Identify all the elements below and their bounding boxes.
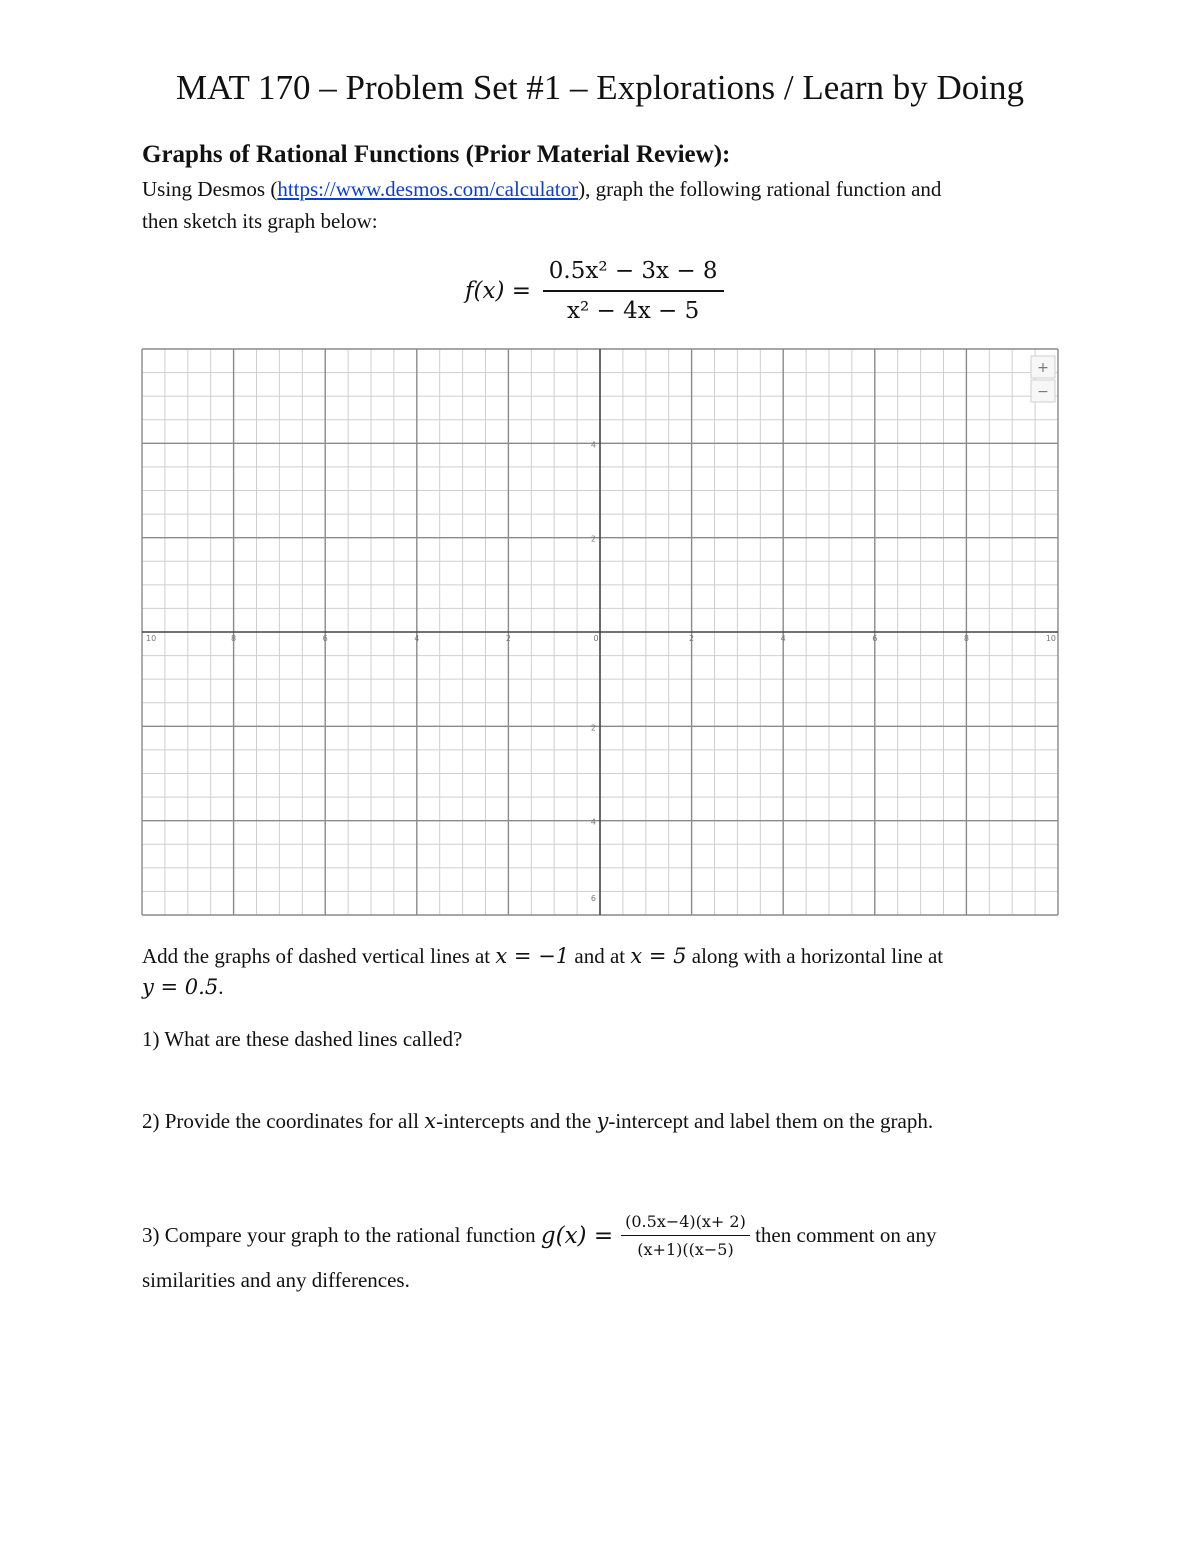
formula-g-numerator: (0.5x−4)(x+ 2) xyxy=(621,1212,750,1236)
add-lines-instruction-line-2 xyxy=(142,975,223,1000)
section-heading: Graphs of Rational Functions (Prior Material Review): xyxy=(142,141,731,168)
formula-f-lhs: f(x) = xyxy=(465,278,532,304)
y-tick-label: 2 xyxy=(590,534,596,544)
intro-text-after-link: ), graph the following rational function and xyxy=(578,177,942,201)
formula-f-numerator: 0.5x² − 3x − 8 xyxy=(543,258,724,292)
blank-graph-grid xyxy=(140,347,1062,919)
x-tick-label: 8 xyxy=(231,634,237,643)
question-2-text-c: -intercept and label them on the graph. xyxy=(608,1109,934,1133)
eq-y-0-5: y = 0.5 xyxy=(142,975,219,999)
x-tick-label: 10 xyxy=(146,634,157,643)
zoom-out-icon: − xyxy=(1037,384,1049,400)
y-tick-label: 4 xyxy=(590,817,596,827)
question-3-text-a: 3) Compare your graph to the rational function xyxy=(142,1223,541,1247)
intro-text-before-link: Using Desmos ( xyxy=(142,177,278,201)
formula-g-denominator: (x+1)((x−5) xyxy=(637,1240,734,1259)
add-lines-text-a: Add the graphs of dashed vertical lines at xyxy=(142,944,496,968)
formula-g-lhs: g(x) = xyxy=(540,1222,614,1249)
question-3-line-2: similarities and any differences. xyxy=(142,1268,410,1292)
intro-line-1 xyxy=(142,177,941,202)
add-lines-text-c: along with a horizontal line at xyxy=(686,944,944,968)
x-tick-label: 6 xyxy=(322,634,328,643)
question-2-text-b: -intercepts and the xyxy=(436,1109,597,1133)
zoom-in-button[interactable] xyxy=(1031,356,1055,378)
x-tick-label: 4 xyxy=(780,634,786,643)
page-title: MAT 170 – Problem Set #1 – Explorations / Learn by Doing xyxy=(175,68,1025,107)
formula-f-fraction xyxy=(543,258,724,324)
formula-f xyxy=(465,258,724,324)
y-tick-label: 4 xyxy=(590,440,596,450)
question-2-y: y xyxy=(596,1109,609,1133)
eq-x-minus-1: x = −1 xyxy=(495,944,570,968)
y-tick-label: 2 xyxy=(590,723,596,733)
question-2-x: x xyxy=(424,1109,437,1133)
formula-f-denominator: x² − 4x − 5 xyxy=(567,298,700,324)
question-2 xyxy=(142,1109,933,1134)
add-lines-instruction-line-1 xyxy=(142,944,943,969)
eq-x-5: x = 5 xyxy=(630,944,687,968)
x-tick-label: 4 xyxy=(414,634,420,643)
question-1: 1) What are these dashed lines called? xyxy=(142,1027,463,1051)
intro-line-2: then sketch its graph below: xyxy=(142,209,378,233)
y-tick-label: 6 xyxy=(590,894,596,903)
question-2-text-a: 2) Provide the coordinates for all xyxy=(142,1109,425,1133)
tick-labels xyxy=(146,440,1056,903)
desmos-link[interactable]: https://www.desmos.com/calculator xyxy=(277,177,579,201)
add-lines-text-b: and at xyxy=(569,944,631,968)
question-3 xyxy=(142,1212,936,1259)
x-tick-label: 10 xyxy=(1045,634,1056,643)
zoom-in-icon: + xyxy=(1037,360,1049,376)
question-3-text-b: then comment on any xyxy=(749,1223,937,1247)
add-lines-period: . xyxy=(218,975,224,999)
x-tick-label: 2 xyxy=(505,634,511,643)
formula-g-fraction xyxy=(621,1212,750,1259)
x-tick-label: 2 xyxy=(689,634,695,643)
zoom-out-button[interactable] xyxy=(1031,380,1055,402)
x-tick-label: 6 xyxy=(872,634,878,643)
x-tick-label: 0 xyxy=(593,634,599,643)
x-tick-label: 8 xyxy=(963,634,969,643)
